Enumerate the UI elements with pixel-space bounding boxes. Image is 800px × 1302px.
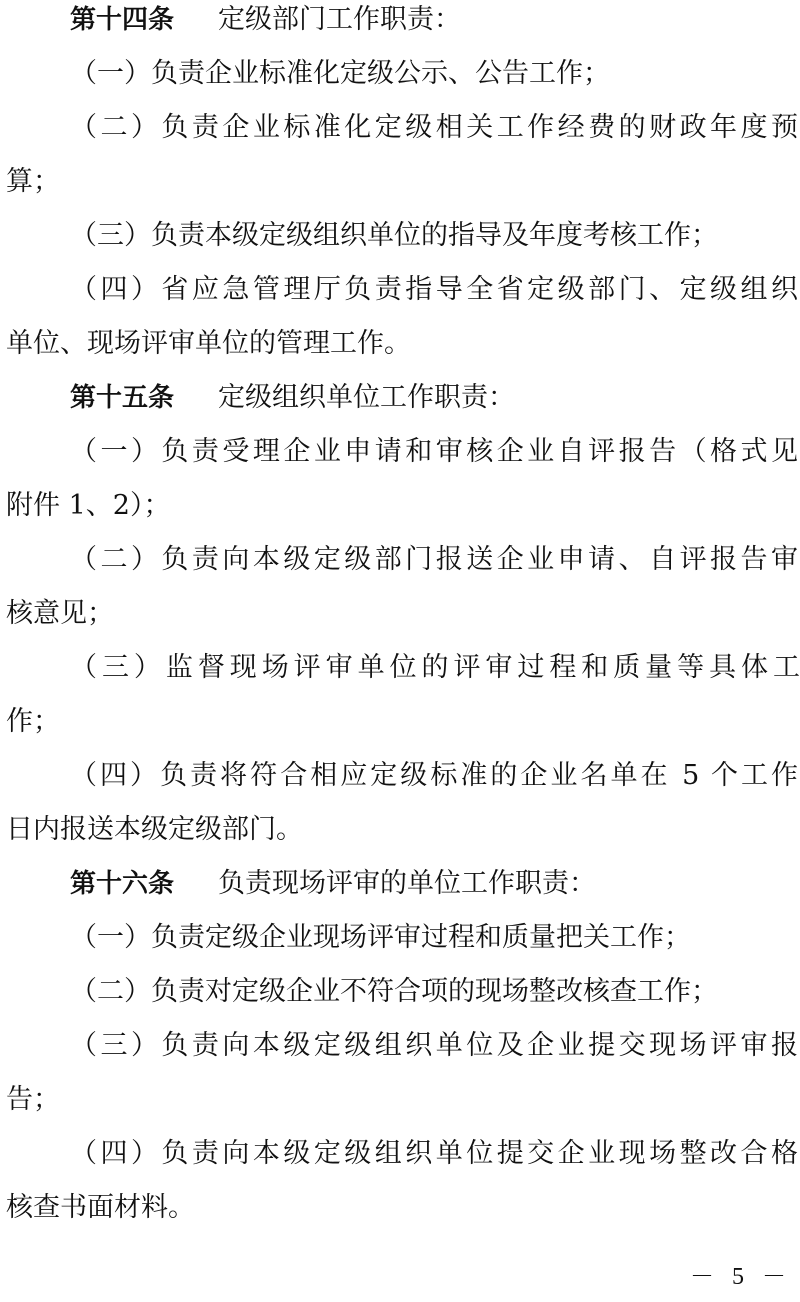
- article-14-item-3: （三）负责本级定级组织单位的指导及年度考核工作；: [70, 220, 718, 251]
- article-14-item-4-cont: 单位、现场评审单位的管理工作。: [6, 328, 411, 359]
- article-16-label: 第十六条: [70, 869, 175, 899]
- article-15-item-2-cont: 核意见；: [6, 598, 114, 629]
- article-14-item-2-cont: 算；: [6, 166, 60, 197]
- article-15-item-4-cont: 日内报送本级定级部门。: [6, 814, 303, 845]
- article-14-title: 定级部门工作职责：: [218, 4, 462, 35]
- article-14-item-1: （一）负责企业标准化定级公示、公告工作；: [70, 58, 610, 89]
- article-15-item-3: （三）监督现场评审单位的评审过程和质量等具体工: [70, 652, 800, 683]
- article-16-item-3: （三）负责向本级定级组织单位及企业提交现场评审报: [70, 1030, 798, 1061]
- article-16-item-4-cont: 核查书面材料。: [6, 1192, 195, 1223]
- article-15-item-4: （四）负责将符合相应定级标准的企业名单在 5 个工作: [70, 760, 798, 791]
- article-15-title: 定级组织单位工作职责：: [218, 382, 516, 413]
- article-15-item-2: （二）负责向本级定级部门报送企业申请、自评报告审: [70, 544, 798, 575]
- article-15-heading: [70, 380, 798, 416]
- article-16-item-2: （二）负责对定级企业不符合项的现场整改核查工作；: [70, 976, 718, 1007]
- article-15-item-1-cont: 附件 1、2）；: [6, 490, 171, 521]
- article-16-item-1: （一）负责定级企业现场评审过程和质量把关工作；: [70, 922, 691, 953]
- article-16-item-4: （四）负责向本级定级组织单位提交企业现场整改合格: [70, 1138, 798, 1169]
- article-16-item-3-cont: 告；: [6, 1084, 60, 1115]
- article-14-heading: [70, 2, 798, 38]
- article-16-title: 负责现场评审的单位工作职责：: [218, 868, 597, 899]
- article-15-item-1: （一）负责受理企业申请和审核企业自评报告（格式见: [70, 436, 798, 467]
- article-15-item-3-cont: 作；: [6, 706, 60, 737]
- article-14-item-2: （二）负责企业标准化定级相关工作经费的财政年度预: [70, 112, 798, 143]
- article-16-heading: [70, 866, 798, 902]
- article-14-label: 第十四条: [70, 5, 175, 35]
- article-15-label: 第十五条: [70, 383, 175, 413]
- page-number: － 5 －: [690, 1264, 792, 1290]
- article-14-item-4: （四）省应急管理厅负责指导全省定级部门、定级组织: [70, 274, 798, 305]
